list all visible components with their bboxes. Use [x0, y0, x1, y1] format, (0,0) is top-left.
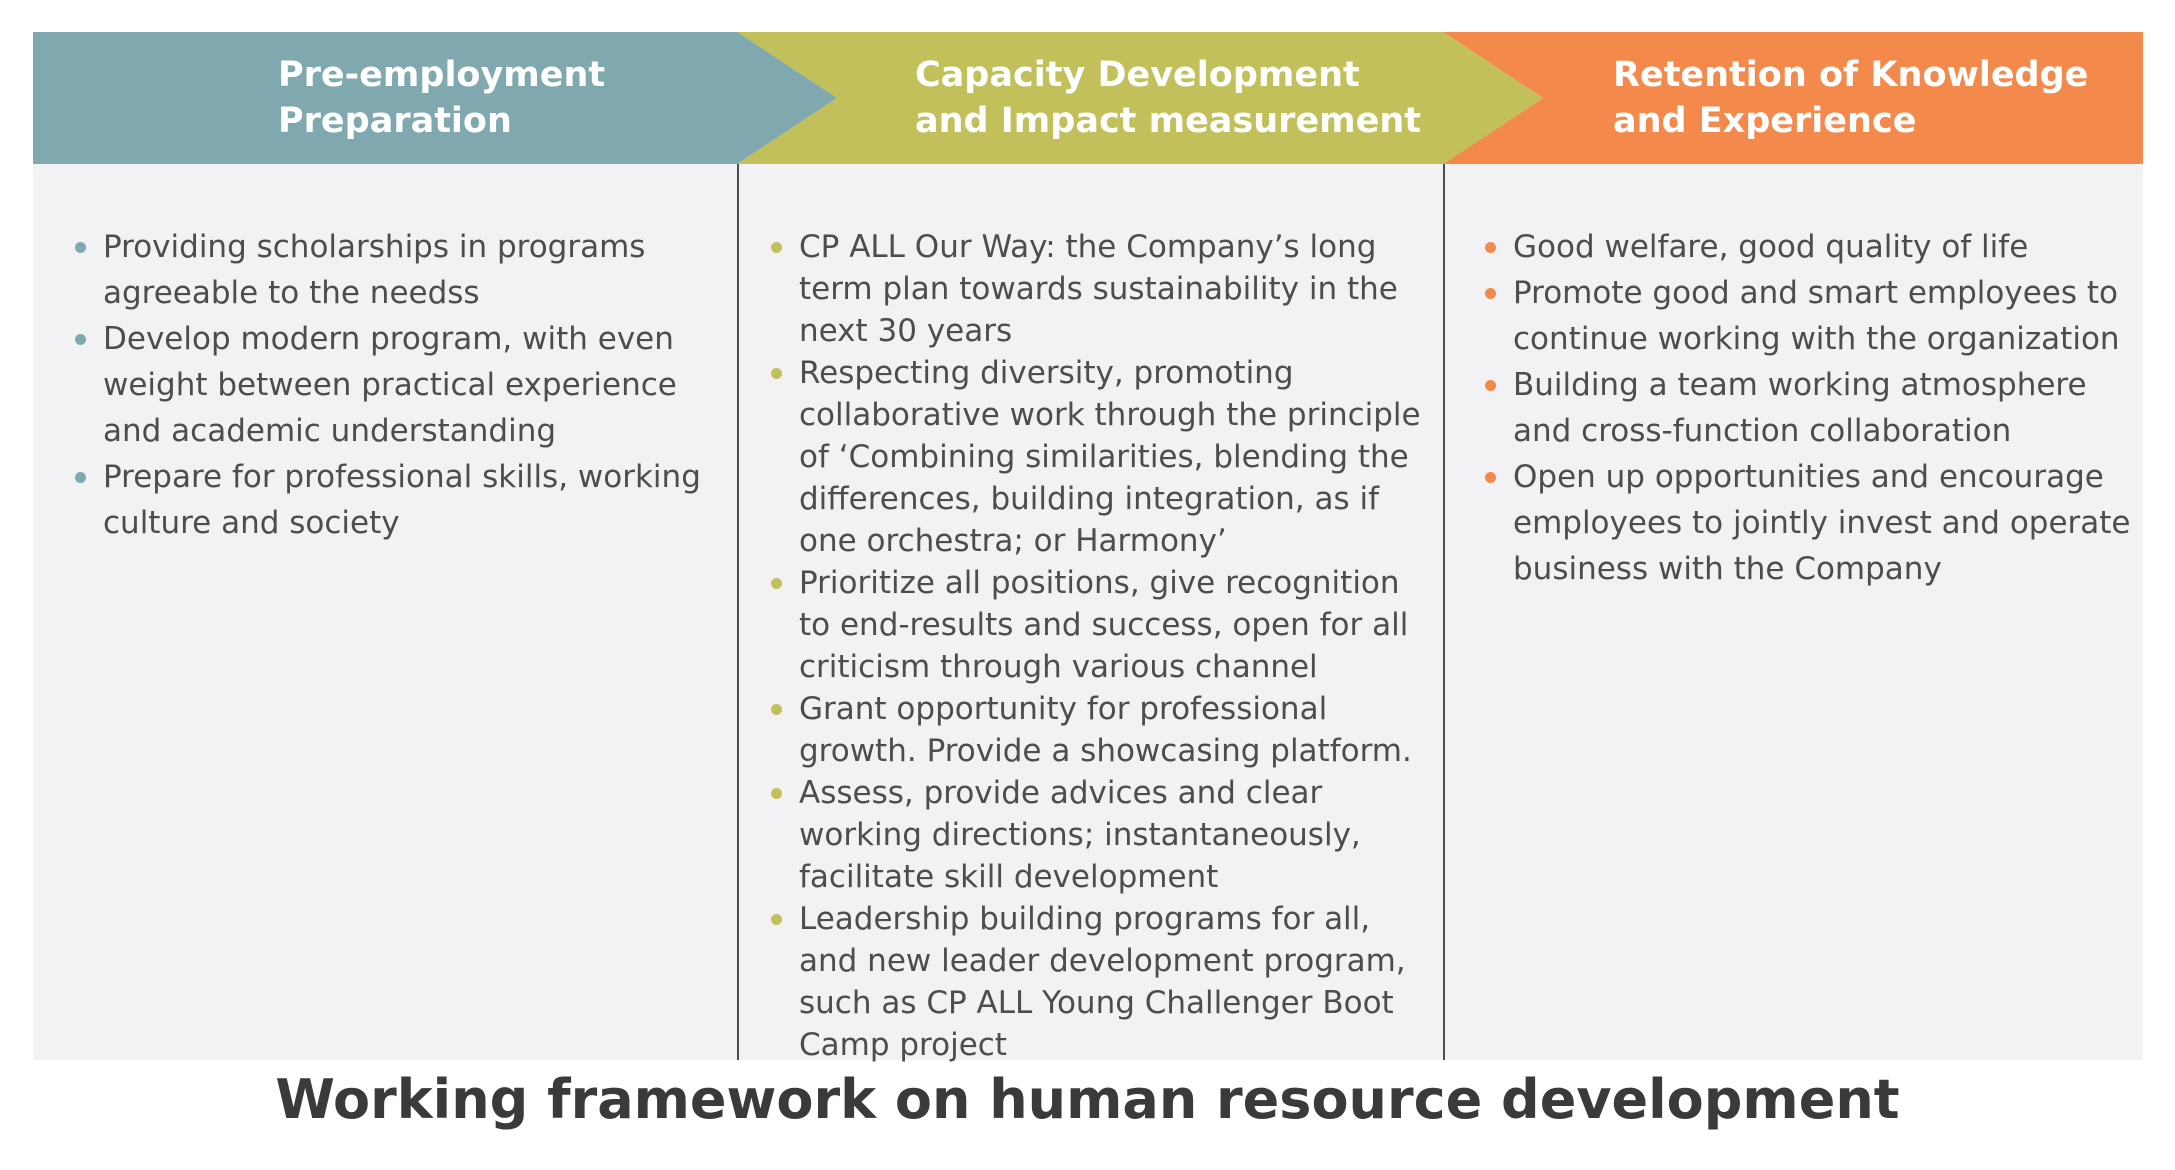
- list-item-text: Leadership building programs for all, and new leader development program, such as CP ALL Young Challenger Boot Camp project: [799, 901, 1406, 1063]
- bullet-icon: [1485, 288, 1496, 299]
- bullet-icon: [771, 368, 782, 379]
- list-item-text: Building a team working atmosphere and cross-function collaboration: [1513, 367, 2087, 449]
- list-item-text: Prioritize all positions, give recognition to end-results and success, open for all criticism through various channel: [799, 565, 1409, 685]
- list-item: [769, 562, 1429, 688]
- stage-1-title: Pre-employment Preparation: [278, 55, 606, 141]
- bullet-icon: [771, 914, 782, 925]
- bullet-icon: [771, 704, 782, 715]
- list-item-text: CP ALL Our Way: the Company’s long term plan towards sustainability in the next 30 years: [799, 229, 1398, 349]
- bullet-icon: [75, 472, 86, 483]
- list-item: [1483, 270, 2133, 362]
- list-item: [769, 352, 1429, 562]
- list-item: [73, 316, 713, 454]
- stage-3-title: Retention of Knowledge and Experience: [1613, 55, 2089, 141]
- list-item: [769, 898, 1429, 1066]
- list-item: [73, 224, 713, 316]
- bullet-icon: [1485, 380, 1496, 391]
- bullet-icon: [771, 578, 782, 589]
- bullet-icon: [75, 242, 86, 253]
- list-item-text: Promote good and smart employees to continue working with the organization: [1513, 275, 2120, 357]
- list-item: [769, 772, 1429, 898]
- list-item-text: Grant opportunity for professional growth. Provide a showcasing platform.: [799, 691, 1412, 769]
- list-item: [73, 454, 713, 546]
- list-item-text: Providing scholarships in programs agreeable to the needss: [103, 229, 646, 311]
- stage-1-list: [73, 224, 713, 546]
- stage-2-list: [769, 226, 1429, 1066]
- list-item-text: Develop modern program, with even weight between practical experience and academic understanding: [103, 321, 677, 449]
- list-item: [1483, 224, 2133, 270]
- column-divider: [737, 164, 739, 1060]
- bullet-icon: [1485, 242, 1496, 253]
- list-item-text: Respecting diversity, promoting collaborative work through the principle of ‘Combining similarities, blending the differences, building integration, as if one orchestra; or Harmony’: [799, 355, 1421, 559]
- stage-3-list: [1483, 224, 2133, 592]
- list-item-text: Good welfare, good quality of life: [1513, 229, 2029, 265]
- stage-2-panel: [739, 164, 1443, 1063]
- list-item-text: Assess, provide advices and clear working directions; instantaneously, facilitate skill development: [799, 775, 1361, 895]
- stage-1-panel: [33, 164, 737, 1060]
- list-item-text: Open up opportunities and encourage employees to jointly invest and operate business with the Company: [1513, 459, 2131, 587]
- hr-framework-diagram: [33, 32, 2143, 1063]
- list-item: [769, 688, 1429, 772]
- list-item: [769, 226, 1429, 352]
- bullet-icon: [75, 334, 86, 345]
- list-item-text: Prepare for professional skills, working culture and society: [103, 459, 701, 541]
- list-item: [1483, 362, 2133, 454]
- bullet-icon: [1485, 472, 1496, 483]
- column-divider: [1443, 164, 1445, 1060]
- list-item: [1483, 454, 2133, 592]
- bullet-icon: [771, 788, 782, 799]
- stage-3-panel: [1445, 164, 2143, 1060]
- stage-2-title: Capacity Development and Impact measurement: [915, 55, 1422, 141]
- bullet-icon: [771, 242, 782, 253]
- diagram-caption: Working framework on human resource development: [275, 1068, 1900, 1131]
